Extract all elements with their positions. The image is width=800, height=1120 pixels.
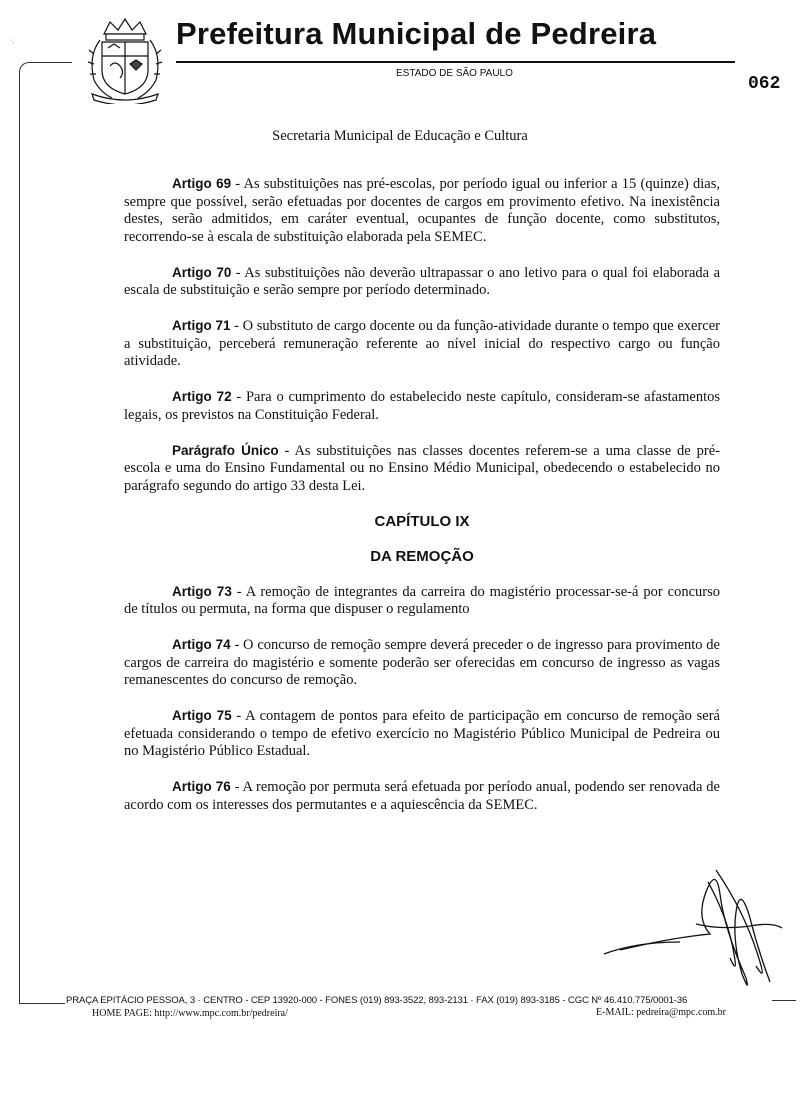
- article-label: Artigo 70: [172, 264, 232, 280]
- footer-email: E-MAIL: pedreira@mpc.com.br: [596, 1007, 726, 1018]
- page-title: Prefeitura Municipal de Pedreira: [176, 16, 657, 51]
- article-text: - O substituto de cargo docente ou da função-atividade durante o tempo que exercer a substituição, perceberá remuneração referente ao nível inicial do respectivo cargo ou função atividade.: [124, 318, 721, 369]
- chapter-number: CAPÍTULO IX: [374, 512, 470, 530]
- scan-speckle: ·.: [10, 36, 15, 45]
- article-text: - A remoção de integrantes da carreira do magistério processar-se-á por concurso de títulos ou permuta, na forma que dispuser o regulamento: [124, 583, 720, 617]
- chapter-title: DA REMOÇÃO: [370, 547, 474, 565]
- article-paragraph: [124, 175, 720, 246]
- title-underline: [176, 61, 735, 63]
- article-text: - Para o cumprimento do estabelecido neste capítulo, consideram-se afastamentos legais, os previstos na Constituição Federal.: [124, 389, 720, 423]
- article-label: Parágrafo Único: [172, 442, 279, 458]
- article-text: - A contagem de pontos para efeito de participação em concurso de remoção será efetuada considerando o tempo de efetivo exercício no Magistério Público Municipal de Pedreira ou no Magistério Público Estadual.: [124, 708, 720, 759]
- municipal-coat-of-arms: [82, 14, 168, 104]
- footer-homepage: HOME PAGE: http://www.mpc.com.br/pedreira/: [92, 1008, 288, 1019]
- handwritten-signature: [600, 858, 790, 998]
- article-paragraph: [124, 317, 720, 371]
- article-text: - As substituições nas pré-escolas, por período igual ou inferior a 15 (quinze) dias, sempre que possível, serão efetuadas por docentes de cargos em provimento efetivo. Na inexistência destes, serão admitidos, em caráter eventual, ocupantes de função docente, como substitutos, recorrendo-se à escala de substituição elaborada pela SEMEC.: [124, 176, 720, 245]
- left-border-frame: [19, 62, 72, 1003]
- article-label: Artigo 75: [172, 708, 232, 723]
- article-label: Artigo 73: [172, 583, 232, 599]
- page-number: 062: [748, 74, 781, 94]
- article-text: - A remoção por permuta será efetuada por período anual, podendo ser renovada de acordo com os interesses dos permutantes e a aquiescência da SEMEC.: [124, 779, 720, 813]
- article-paragraph: [124, 264, 720, 300]
- article-paragraph: [124, 707, 720, 761]
- article-label: Artigo 74: [172, 637, 231, 652]
- article-paragraph: [124, 388, 720, 424]
- article-label: Artigo 71: [172, 318, 231, 333]
- article-text: - As substituições nas classes docentes referem-se a uma classe de pré-escola e uma do Ensino Fundamental ou no Ensino Médio Municipal, obedecendo o estabelecido no parágrafo segundo do artigo 33 desta Lei.: [124, 442, 720, 494]
- department-heading: Secretaria Municipal de Educação e Cultura: [272, 128, 528, 144]
- state-subtitle: ESTADO DE SÃO PAULO: [396, 68, 513, 79]
- footer-address: PRAÇA EPITÁCIO PESSOA, 3 · CENTRO - CEP 13920-000 - FONES (019) 893-3522, 893-2131 · FAX (019) 893-3185 - CGC Nº 46.410.775/0001-36: [66, 995, 688, 1006]
- article-paragraph: [124, 636, 720, 690]
- article-label: Artigo 76: [172, 779, 231, 794]
- article-text: - As substituições não deverão ultrapassar o ano letivo para o qual foi elaborada a escala de substituição e serão sempre por período determinado.: [124, 264, 721, 298]
- article-paragraph: [124, 442, 720, 496]
- document-body: [124, 175, 720, 832]
- article-label: Artigo 69: [172, 176, 232, 191]
- footer-rule-left: [19, 1003, 65, 1004]
- article-text: - O concurso de remoção sempre deverá preceder o de ingresso para provimento de cargos de carreira do magistério e somente poderão ser oferecidas em concurso de ingresso as vagas remanescentes do concurso de remoção.: [124, 637, 720, 688]
- footer-rule-right: [772, 1000, 796, 1001]
- article-paragraph: [124, 583, 720, 619]
- article-label: Artigo 72: [172, 389, 232, 404]
- article-paragraph: [124, 778, 720, 814]
